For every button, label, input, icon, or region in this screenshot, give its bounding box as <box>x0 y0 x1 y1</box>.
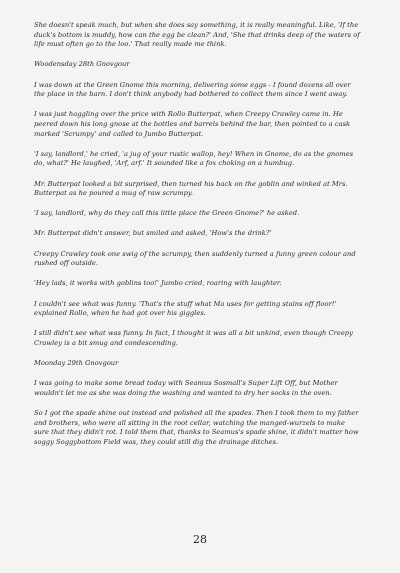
diary-date-heading-2: Moonday 29th Gnovgour <box>34 359 119 368</box>
document-body <box>34 21 362 448</box>
paragraph-6: 'I say, landlord, why do they call this little place the Green Gnome?' he asked. <box>34 209 300 218</box>
paragraph-1: She doesn't speak much, but when she does say something, it is really meaningful. Like, 'If the duck's bottom is muddy, how can the egg be clean?' And, 'She that drinks deep of the waters of life must often go to the loo.' That really made me think. <box>34 21 360 49</box>
paragraph-5: Mr. Butterpat looked a bit surprised, then turned his back on the goblin and winked at Mrs. Butterpat as he poured a mug of raw scrumpy. <box>34 179 348 198</box>
paragraph-4: 'I say, landlord,' he cried, 'a jug of your rustic wallop, hey! When in Gnome, do as the gnomes do, what?' He laughed, 'Arf, arf.' It sounded like a fox choking on a humbug. <box>34 149 354 168</box>
paragraph-3: I was just haggling over the price with Rollo Butterpat, when Creepy Crawley came in. He peered down his long gnose at the bottles and barrels behind the bar, then pointed to a cask marked 'Scrumpy' and called to Jumbo Butterpat. <box>34 110 351 138</box>
paragraph-7: Mr. Butterpat didn't answer, but smiled and asked, 'How's the drink?' <box>34 229 272 238</box>
diary-date-heading-1: Woodensday 28th Gnovgour <box>34 60 130 69</box>
paragraph-13: So I got the spade shine out instead and polished all the spades. Then I took them to my father and brothers, who were all sitting in the root cellar, watching the manged-wurzels to make sure that they didn't rot. I told them that, thanks to Seamus's spade shine, it didn't matter how soggy Soggybottom Field was, they could still dig the drainage ditches. <box>34 409 359 446</box>
paragraph-12: I was going to make some bread today with Seamus Sosmall's Super Lift Off, but Mother wouldn't let me as she was doing the washing and wanted to dry her socks in the oven. <box>34 379 338 397</box>
paragraph-11: I still didn't see what was funny. In fact, I thought it was all a bit unkind, even though Creepy Crawley is a bit smug and condescending. <box>34 329 353 347</box>
paragraph-2: I was down at the Green Gnome this morning, delivering some eggs - I found dozens all over the place in the barn. I don't think anybody had bothered to collect them since I went away. <box>34 80 351 99</box>
paragraph-9: 'Hey lads, it works with goblins too!' Jumbo cried, roaring with laughter. <box>34 279 282 288</box>
page-number: 28 <box>193 533 207 546</box>
paragraph-10: I couldn't see what was funny. 'That's the stuff what Ma uses for getting stains off floor!' explained Rollo, when he had got over his giggles. <box>34 299 337 318</box>
paragraph-8: Creepy Crawley took one swig of the scrumpy, then suddenly turned a funny green colour and rushed off outside. <box>34 249 356 268</box>
